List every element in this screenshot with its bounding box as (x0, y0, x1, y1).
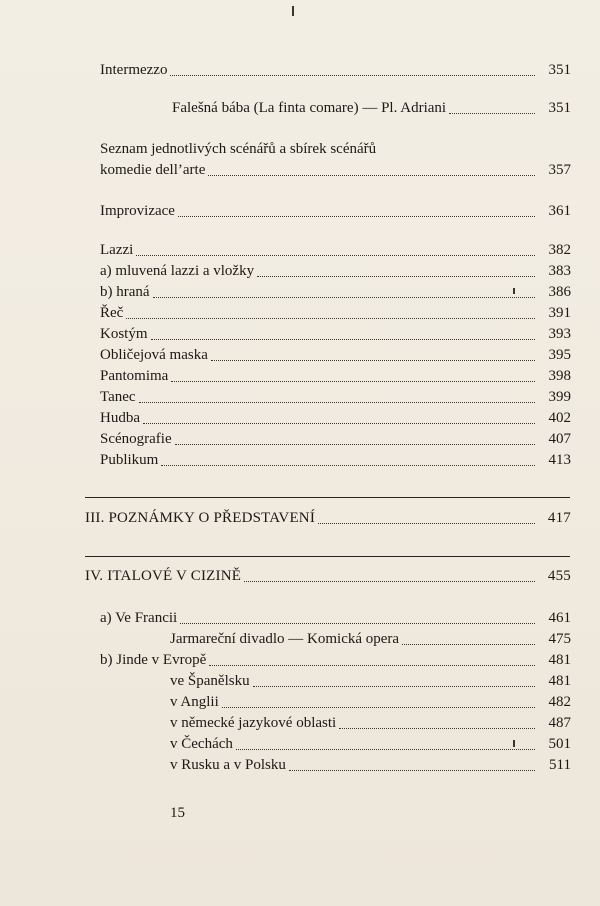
toc-entry (172, 96, 571, 120)
toc-entry-label: Scénografie (100, 431, 172, 447)
toc-entry-page: 399 (548, 389, 571, 405)
toc-entry-page: 501 (548, 736, 571, 752)
toc-entry-page: 481 (548, 652, 571, 668)
toc-entry-page: 487 (548, 715, 571, 731)
toc-entry-page: 511 (549, 757, 571, 773)
toc-entry-label: v německé jazykové oblasti (170, 715, 337, 731)
dot-leader (161, 465, 535, 466)
toc-entry-label: Intermezzo (100, 62, 168, 78)
toc-entry-page: 361 (548, 203, 571, 219)
toc-entry-page: 461 (548, 610, 571, 626)
toc-entry-label: v Anglii (170, 694, 219, 710)
toc-entry-label: a) mluvená lazzi a vložky (100, 263, 255, 279)
dot-leader (178, 216, 535, 217)
toc-entry-label: Jarmareční divadlo — Komická opera (170, 631, 400, 647)
toc-entry-page: 357 (548, 162, 571, 178)
toc-entry-page: 382 (548, 242, 571, 258)
toc-entry-label: b) hraná (100, 284, 150, 300)
toc-entry-page: 351 (548, 62, 571, 78)
toc-entry-label: v Rusku a v Polsku (170, 757, 286, 773)
dot-leader (171, 381, 535, 382)
toc-section-label: IV. ITALOVÉ V CIZINĚ (85, 568, 242, 584)
toc-section (85, 506, 571, 530)
toc-entry-page: 393 (548, 326, 571, 342)
toc-entry (100, 199, 571, 223)
toc-entry-label: Obličejová maska (100, 347, 208, 363)
dot-leader (257, 276, 535, 277)
section-divider (85, 497, 570, 498)
toc-entry-page: 407 (548, 431, 571, 447)
toc-entry-label: Seznam jednotlivých scénářů a sbírek scénářů (100, 141, 377, 157)
toc-entry-label: v Čechách (170, 736, 233, 752)
toc-entry-label: Tanec (100, 389, 136, 405)
dot-leader (180, 623, 535, 624)
toc-entry-label: Kostým (100, 326, 148, 342)
dot-leader (170, 75, 535, 76)
dot-leader (136, 255, 535, 256)
toc-entry (100, 158, 571, 182)
toc-section-label: III. POZNÁMKY O PŘEDSTAVENÍ (85, 510, 316, 526)
toc-entry-label: a) Ve Francii (100, 610, 178, 626)
dot-leader (153, 297, 535, 298)
page-number: 15 (170, 805, 185, 821)
dot-leader (253, 686, 535, 687)
toc-entry-page: 386 (548, 284, 571, 300)
dot-leader (289, 770, 535, 771)
toc-entry-label: ve Španělsku (170, 673, 250, 689)
toc-entry-label: Pantomima (100, 368, 169, 384)
dot-leader (318, 523, 535, 524)
toc-entry-label: Improvizace (100, 203, 175, 219)
toc-entry-page: 351 (548, 100, 571, 116)
section-divider (85, 556, 570, 557)
dot-leader (211, 360, 535, 361)
dot-leader (449, 113, 535, 114)
dot-leader (126, 318, 535, 319)
toc-entry-page: 482 (548, 694, 571, 710)
toc-entry-page: 402 (548, 410, 571, 426)
toc-entry-page: 391 (548, 305, 571, 321)
toc-entry-page: 475 (548, 631, 571, 647)
dot-leader (143, 423, 535, 424)
toc-entry-label: Hudba (100, 410, 140, 426)
dot-leader (208, 175, 535, 176)
toc-entry-page: 413 (548, 452, 571, 468)
dot-leader (244, 581, 535, 582)
toc-entry-label: Řeč (100, 305, 124, 321)
toc-entry-label: Lazzi (100, 242, 134, 258)
dot-leader (139, 402, 535, 403)
dot-leader (402, 644, 535, 645)
dot-leader (339, 728, 535, 729)
dot-leader (236, 749, 535, 750)
dot-leader (175, 444, 535, 445)
toc-entry (100, 448, 571, 472)
toc-entry-page: 398 (548, 368, 571, 384)
toc-entry-label: komedie dell’arte (100, 162, 206, 178)
dot-leader (209, 665, 535, 666)
toc-section-page: 455 (547, 568, 571, 584)
dot-leader (151, 339, 535, 340)
toc-section (85, 564, 571, 588)
toc-entry-page: 481 (548, 673, 571, 689)
toc-entry (170, 753, 571, 777)
toc-entry-label: b) Jinde v Evropě (100, 652, 207, 668)
dot-leader (222, 707, 535, 708)
print-speck (292, 6, 294, 16)
toc-entry-page: 383 (548, 263, 571, 279)
toc-entry-page: 395 (548, 347, 571, 363)
toc-entry-label: Falešná bába (La finta comare) — Pl. Adriani (172, 100, 447, 116)
toc-entry (100, 58, 571, 82)
toc-entry-label: Publikum (100, 452, 159, 468)
toc-section-page: 417 (547, 510, 571, 526)
